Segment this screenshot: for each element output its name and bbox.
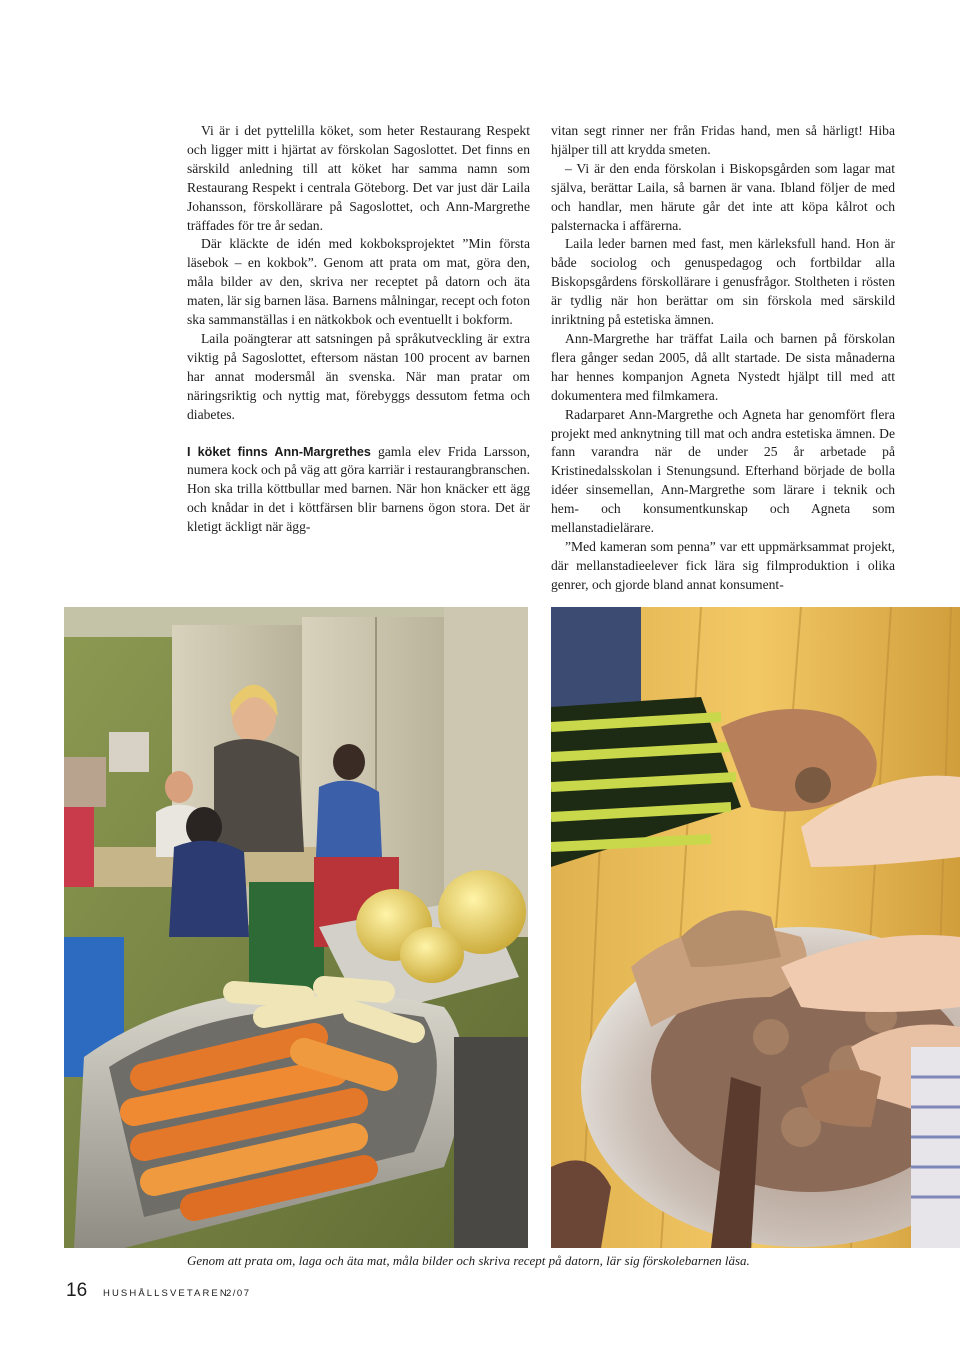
magazine-name: HUSHÅLLSVETAREN bbox=[103, 1288, 229, 1299]
paragraph-text: gamla elev Frida Larsson, numera kock och på väg att göra karriär i restaurangbranschen. Hon ska trilla köttbullar med barnen. När hon knäcker ett ägg och knådar in det i köttfärsen blir barnens ögon stora. Det är kletigt äckligt när ägg- bbox=[187, 443, 530, 535]
photo-kitchen-vegetables bbox=[64, 607, 528, 1248]
article-paragraph: Laila leder barnen med fast, men kärleksfull hand. Hon är både sociolog och genuspedagog och fortbildar alla Biskopsgårdens förskollärare i genusfrågor. Stoltheten i rösten är tydlig när hon berättar om sin förskola med särskild inriktning på estetiska ämnen. bbox=[551, 236, 895, 328]
page-footer bbox=[64, 1280, 464, 1306]
kitchen-photo-illustration bbox=[64, 607, 528, 1248]
issue-number: 2/07 bbox=[226, 1288, 251, 1299]
article-paragraph: Laila poängterar att satsningen på språkutveckling är extra viktig på Sagoslottet, eftersom nästan 100 procent av barnen har annat modersmål än svenska. När man pratar om näringsriktig och nyttig mat, förebyggs dessutom fetma och diabetes. bbox=[187, 330, 530, 422]
article-paragraph: Ann-Margrethe har träffat Laila och barnen på förskolan flera gånger sedan 2005, då allt startade. De sista månaderna har hennes kompanjon Agneta Nystedt hjälpt till med att dokumentera med filmkamera. bbox=[551, 330, 895, 403]
hands-photo-illustration bbox=[551, 607, 960, 1248]
article-paragraph-lead bbox=[187, 443, 530, 538]
article-paragraph: – Vi är den enda förskolan i Biskopsgården som lagar mat själva, berättar Laila, så barnen är vana. Ibland följer de med och handlar, men härute går det inte att köpa kålrot och palsternacka i affärerna. bbox=[551, 160, 895, 233]
page-number: 16 bbox=[66, 1280, 88, 1301]
article-column-right bbox=[551, 122, 895, 595]
lead-in-text: I köket finns Ann-Margrethes bbox=[187, 444, 371, 459]
photo-caption: Genom att prata om, laga och äta mat, måla bilder och skriva recept på datorn, lär sig förskolebarnen läsa. bbox=[187, 1253, 750, 1268]
article-paragraph: Där kläckte de idén med kokboksprojektet ”Min första läsebok – en kokbok”. Genom att prata om mat, göra den, måla bilder av den, skriva ner receptet på datorn och äta maten, lär sig barnen läsa. Barnens målningar, recept och foton ska sammanställas i en nätkokbok och eventuellt i bokform. bbox=[187, 236, 530, 328]
article-paragraph: Vi är i det pyttelilla köket, som heter Restaurang Respekt och ligger mitt i hjärtat av förskolan Sagoslottet. Det finns en särskild anledning till att köket har samma namn som Restaurang Respekt i centrala Göteborg. Det var just där Laila Johansson, förskollärare på Sagoslottet, och Ann-Margrethe träffades för tre år sedan. bbox=[187, 123, 530, 233]
photo-hands-kneading bbox=[551, 607, 960, 1248]
article-paragraph: ”Med kameran som penna” var ett uppmärksammat projekt, där mellanstadieelever fick lära sig filmproduktion i olika genrer, och gjorde bland annat konsument- bbox=[551, 538, 895, 592]
article-column-left bbox=[187, 122, 530, 537]
article-paragraph: vitan segt rinner ner från Fridas hand, men så härligt! Hiba hjälper till att krydda smeten. bbox=[551, 123, 895, 157]
article-paragraph: Radarparet Ann-Margrethe och Agneta har genomfört flera projekt med anknytning till mat och andra estetiska ämnen. De fann varandra när de under 25 år arbetade på Kristinedalsskolan i Stenungsund. Efterhand började de bolla idéer sinsemellan, Ann-Margrethe som lärare i teknik och hem- och konsumentkunskap och Agneta som mellanstadielärare. bbox=[551, 406, 895, 536]
